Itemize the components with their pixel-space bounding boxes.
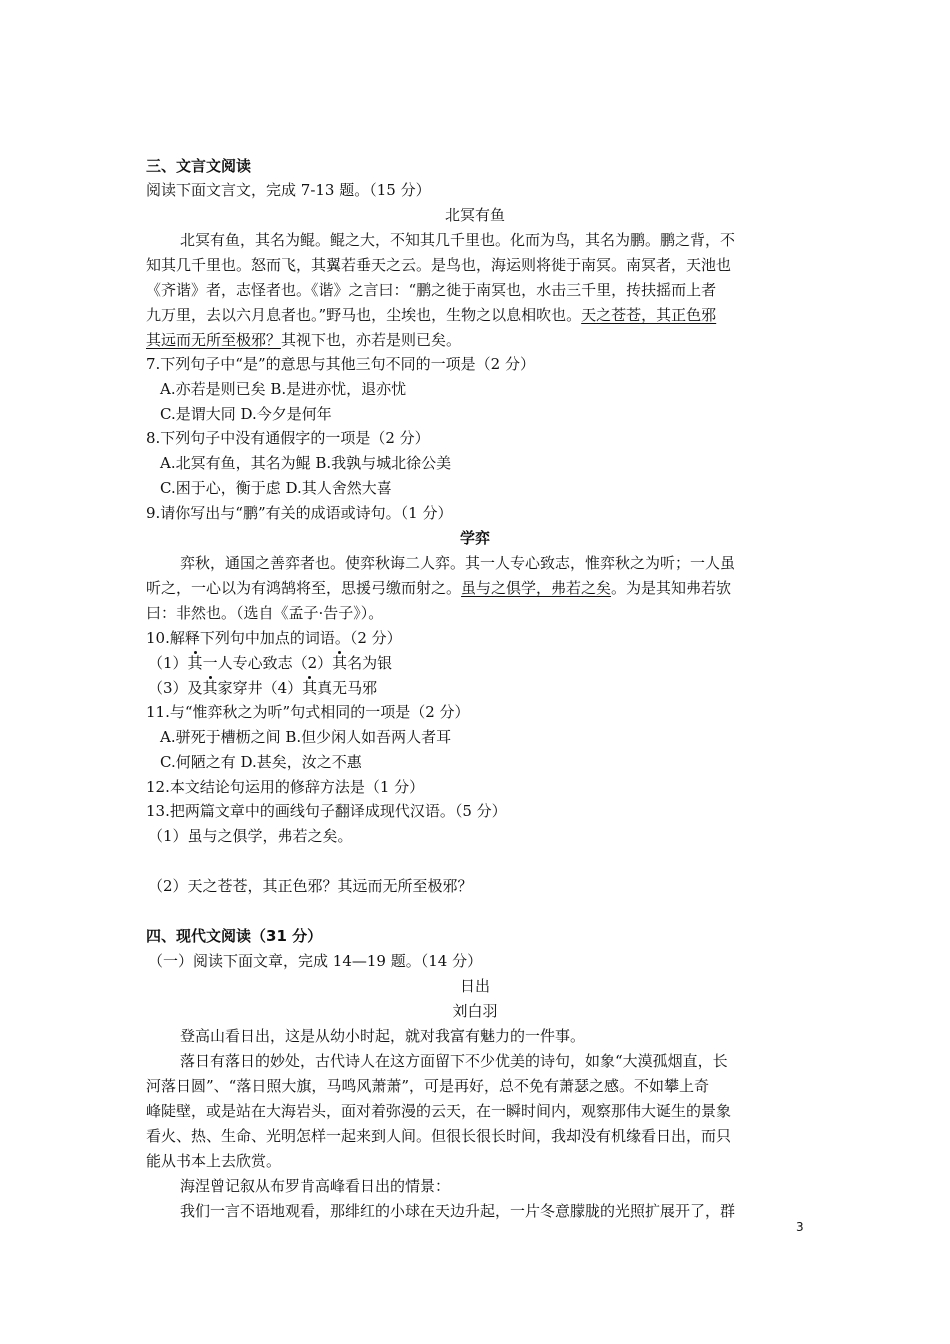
section-heading-classical: 三、文言文阅读 — [146, 157, 252, 175]
passage-author: 刘白羽 — [452, 1002, 498, 1020]
question: 8.下列句子中没有通假字的一项是（2 分） — [146, 429, 430, 447]
question: 9.请你写出与“鹏”有关的成语或诗句。（1 分） — [146, 504, 453, 522]
instruction: 阅读下面文言文，完成 7-13 题。（15 分） — [146, 181, 431, 199]
passage-line: 落日有落日的妙处，古代诗人在这方面留下不少优美的诗句，如象“大漠孤烟直，长 — [180, 1052, 728, 1070]
question: 7.下列句子中“是”的意思与其他三句不同的一项是（2 分） — [146, 355, 535, 373]
passage-line: 曰：非然也。（选自《孟子·告子》）。 — [146, 604, 384, 622]
passage-line: 海涅曾记叙从布罗肯高峰看日出的情景： — [180, 1177, 451, 1195]
instruction: （一）阅读下面文章，完成 14—19 题。（14 分） — [148, 952, 483, 970]
passage-line: 看火、热、生命、光明怎样一起来到人间。但很长很长时间，我却没有机缘看日出，而只 — [146, 1127, 732, 1145]
underlined-sentence: 虽与之俱学，弗若之矣 — [461, 579, 612, 597]
question-item: （1）虽与之俱学，弗若之矣。 — [148, 827, 353, 845]
question-item: （3）及其家穿井（4）其真无马邪 — [148, 679, 378, 697]
section-heading-modern: 四、现代文阅读（31 分） — [146, 927, 323, 945]
question: 13.把两篇文章中的画线句子翻译成现代汉语。（5 分） — [146, 802, 507, 820]
question-option: A.北冥有鱼，其名为鲲 B.我孰与城北徐公美 — [160, 454, 452, 472]
page-number: 3 — [796, 1220, 804, 1234]
question: 12.本文结论句运用的修辞方法是（1 分） — [146, 778, 425, 796]
passage-line: 能从书本上去欣赏。 — [146, 1152, 282, 1170]
question-option: A.亦若是则已矣 B.是进亦忧，退亦忧 — [160, 380, 407, 398]
passage-title: 北冥有鱼 — [444, 206, 505, 224]
passage-line: 听之，一心以为有鸿鹄将至，思援弓缴而射之。虽与之俱学，弗若之矣。为是其知弗若欤 — [146, 579, 732, 597]
question: 10.解释下列句中加点的词语。（2 分） — [146, 629, 402, 647]
passage-line: 弈秋，通国之善弈者也。使弈秋诲二人弈。其一人专心致志，惟弈秋之为听；一人虽 — [180, 554, 736, 572]
passage-line: 峰陡壁，或是站在大海岩头，面对着弥漫的云天，在一瞬时间内，观察那伟大诞生的景象 — [146, 1102, 732, 1120]
question-item: （1）其一人专心致志（2）其名为银 — [148, 654, 393, 672]
passage-line: 登高山看日出，这是从幼小时起，就对我富有魅力的一件事。 — [180, 1027, 586, 1045]
underlined-sentence: 天之苍苍，其正色邪 — [581, 306, 717, 324]
passage-line: 河落日圆”、“落日照大旗，马鸣风萧萧”，可是再好，总不免有萧瑟之感。不如攀上奇 — [146, 1077, 710, 1095]
question-option: C.是谓大同 D.今夕是何年 — [160, 405, 332, 423]
passage-title: 学弈 — [459, 529, 490, 547]
question-option: C.困于心，衡于虑 D.其人舍然大喜 — [160, 479, 392, 497]
passage-line: 《齐谐》者，志怪者也。《谐》之言曰：“鹏之徙于南冥也，水击三千里，抟扶摇而上者 — [146, 281, 717, 299]
passage-line: 我们一言不语地观看，那绯红的小球在天边升起，一片冬意朦胧的光照扩展开了，群 — [180, 1202, 736, 1220]
underlined-sentence: 其远而无所至极邪？ — [146, 331, 282, 349]
passage-line: 北冥有鱼，其名为鲲。鲲之大，不知其几千里也。化而为鸟，其名为鹏。鹏之背，不 — [180, 231, 736, 249]
passage-line: 知其几千里也。怒而飞，其翼若垂天之云。是鸟也，海运则将徙于南冥。南冥者，天池也 — [146, 256, 732, 274]
question: 11.与“惟弈秋之为听”句式相同的一项是（2 分） — [146, 703, 470, 721]
passage-line: 其远而无所至极邪？其视下也，亦若是则已矣。 — [146, 331, 462, 349]
question-item: （2）天之苍苍，其正色邪？其远而无所至极邪？ — [148, 877, 473, 895]
question-option: A.骈死于槽枥之间 B.但少闲人如吾两人者耳 — [160, 728, 452, 746]
question-option: C.何陋之有 D.甚矣，汝之不惠 — [160, 753, 362, 771]
passage-title: 日出 — [459, 977, 490, 995]
passage-line: 九万里，去以六月息者也。”野马也，尘埃也，生物之以息相吹也。天之苍苍，其正色邪 — [146, 306, 717, 324]
